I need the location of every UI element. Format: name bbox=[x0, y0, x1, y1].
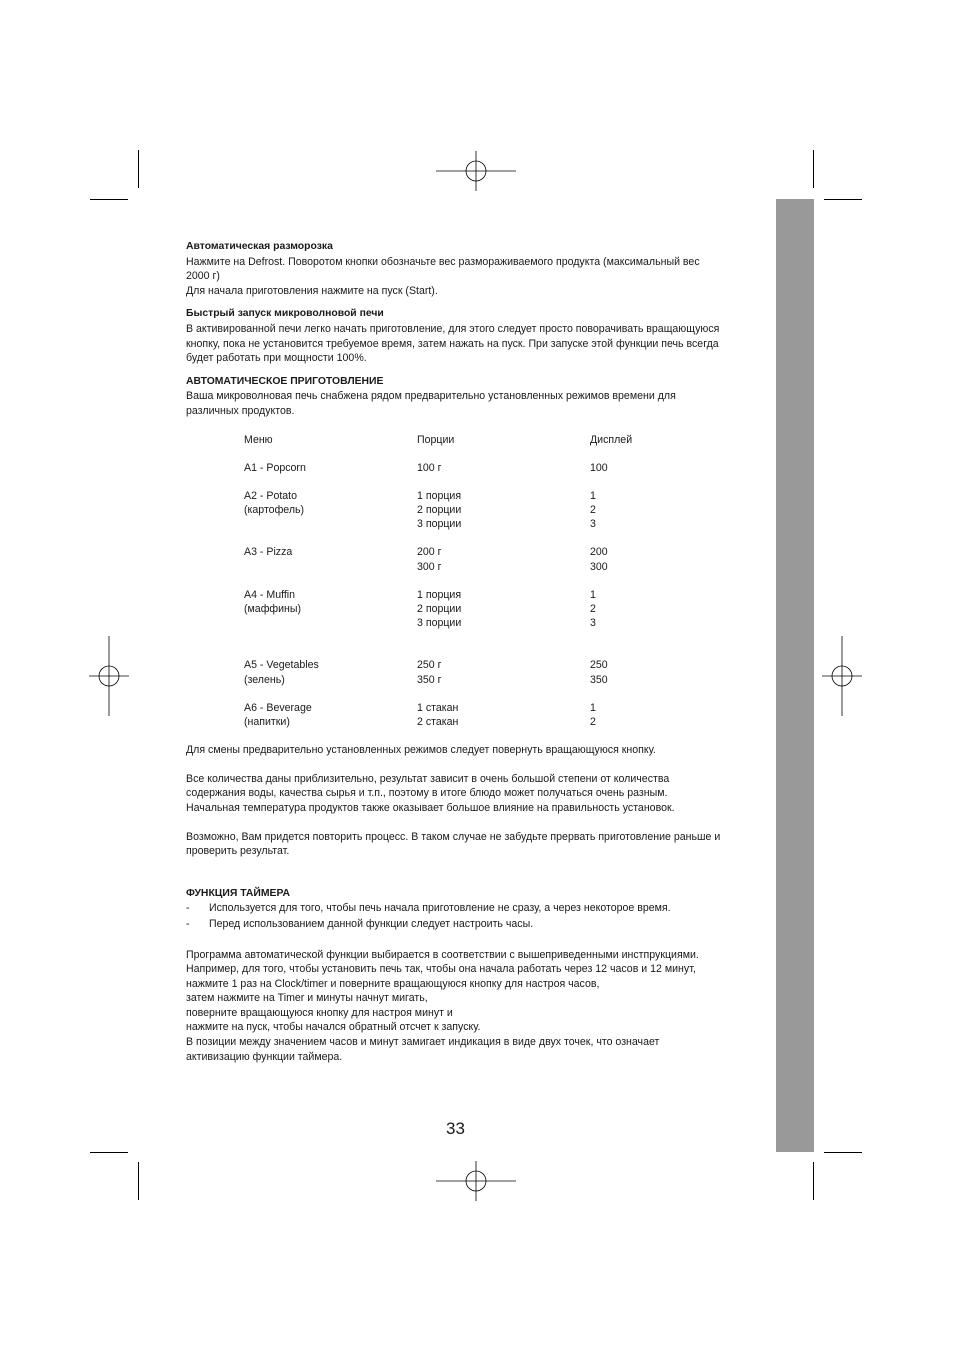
text-line: Ваша микроволновая печь снабжена рядом предварительно установленных режимов времени для bbox=[186, 390, 676, 403]
portions-cell bbox=[417, 701, 590, 729]
column-header-display: Дисплей bbox=[590, 433, 633, 446]
table-cell-line: 2 порции bbox=[417, 504, 462, 517]
table-row bbox=[244, 545, 756, 573]
text-line: различных продуктов. bbox=[186, 404, 295, 417]
table-row bbox=[244, 658, 756, 686]
text-line: активизацию функции таймера. bbox=[186, 1050, 343, 1063]
quick-start-heading: Быстрый запуск микроволновой печи bbox=[186, 308, 384, 320]
registration-mark-icon bbox=[69, 636, 149, 716]
text-line: будет работать при мощности 100%. bbox=[186, 352, 367, 365]
menu-cell bbox=[244, 461, 417, 475]
registration-mark-icon bbox=[436, 1141, 516, 1221]
table-cell-line: 3 порции bbox=[417, 617, 462, 630]
menu-cell bbox=[244, 545, 417, 573]
text-line: Для смены предварительно установленных режимов следует повернуть вращающуюся кнопку. bbox=[186, 744, 656, 757]
bullet-dash: - bbox=[186, 917, 190, 930]
display-cell bbox=[590, 461, 710, 475]
text-line: В активированной печи легко начать приготовление, для этого следует просто поворачивать вращающуюся bbox=[186, 322, 720, 335]
table-cell-line: 100 г bbox=[417, 461, 442, 474]
text-line: проверить результат. bbox=[186, 845, 290, 858]
table-row bbox=[244, 489, 756, 532]
portions-cell bbox=[417, 461, 590, 475]
table-row bbox=[244, 461, 756, 475]
auto-cook-table bbox=[244, 433, 756, 730]
portions-cell bbox=[417, 588, 590, 631]
crop-mark bbox=[90, 199, 128, 200]
portions-cell bbox=[417, 658, 590, 686]
table-body bbox=[244, 447, 756, 729]
crop-mark bbox=[813, 1162, 814, 1200]
menu-cell bbox=[244, 489, 417, 532]
table-cell-line: 1 bbox=[590, 489, 596, 502]
table-cell-line: 200 bbox=[590, 546, 608, 559]
table-cell-line: 1 стакан bbox=[417, 701, 459, 714]
table-cell-line: 1 порция bbox=[417, 588, 462, 601]
text-line: содержания воды, качества сырья и т.п., поэтому в итоге блюдо может получаться очень разным. bbox=[186, 787, 668, 800]
crop-mark bbox=[824, 1152, 862, 1153]
menu-cell bbox=[244, 588, 417, 631]
table-cell-line: (зелень) bbox=[244, 673, 285, 686]
text-line: кнопку, пока не установится требуемое время, затем нажать на пуск. При запуске этой функции печь всегда bbox=[186, 337, 719, 350]
table-cell-line: 350 г bbox=[417, 673, 442, 686]
crop-mark bbox=[138, 1162, 139, 1200]
table-cell-line: A6 - Beverage bbox=[244, 701, 312, 714]
auto-cook-heading: АВТОМАТИЧЕСКОЕ ПРИГОТОВЛЕНИЕ bbox=[186, 375, 384, 387]
portions-cell bbox=[417, 545, 590, 573]
table-cell-line: 300 г bbox=[417, 560, 442, 573]
table-cell-line: (напитки) bbox=[244, 715, 290, 728]
table-cell-line: A2 - Potato bbox=[244, 489, 297, 502]
display-cell bbox=[590, 489, 710, 532]
table-cell-line: 1 порция bbox=[417, 489, 462, 502]
table-cell-line: (картофель) bbox=[244, 504, 305, 517]
table-cell-line: 2 bbox=[590, 504, 596, 517]
table-cell-line: A1 - Popcorn bbox=[244, 461, 306, 474]
table-cell-line: 2 bbox=[590, 603, 596, 616]
table-cell-line: 2 bbox=[590, 715, 596, 728]
registration-mark-icon bbox=[802, 636, 882, 716]
bullet-text: Используется для того, чтобы печь начала приготовление не сразу, а через некоторое время. bbox=[209, 902, 671, 915]
table-cell-line: A4 - Muffin bbox=[244, 588, 296, 601]
table-cell-line: 350 bbox=[590, 673, 608, 686]
column-header-menu: Меню bbox=[244, 433, 273, 446]
timer-heading: ФУНКЦИЯ ТАЙМЕРА bbox=[186, 887, 290, 899]
menu-cell bbox=[244, 658, 417, 686]
text-line: Программа автоматической функции выбирается в соответствии с вышеприведенными инстпрукциями. bbox=[186, 948, 699, 961]
defrost-heading: Автоматическая разморозка bbox=[186, 241, 333, 252]
table-cell-line: (маффины) bbox=[244, 603, 302, 616]
display-cell bbox=[590, 545, 710, 573]
list-item bbox=[186, 917, 756, 932]
registration-mark-icon bbox=[436, 131, 516, 211]
table-cell-line: 3 порции bbox=[417, 518, 462, 531]
page-number: 33 bbox=[446, 1119, 465, 1138]
table-cell-line: A5 - Vegetables bbox=[244, 659, 319, 672]
bullet-dash: - bbox=[186, 902, 190, 915]
table-cell-line: 2 порции bbox=[417, 603, 462, 616]
table-row bbox=[244, 588, 756, 631]
table-cell-line: 1 bbox=[590, 701, 596, 714]
menu-cell bbox=[244, 701, 417, 729]
table-cell-line: 200 г bbox=[417, 546, 442, 559]
text-line: поверните вращающуюся кнопку для настроя минут и bbox=[186, 1006, 453, 1019]
text-line: Нажмите на Defrost. Поворотом кнопки обозначьте вес размораживаемого продукта (максимальный вес bbox=[186, 255, 700, 268]
table-cell-line: 1 bbox=[590, 588, 596, 601]
text-line: Например, для того, чтобы установить печь так, чтобы она начала работать через 12 часов и 12 минут, bbox=[186, 963, 696, 976]
crop-mark bbox=[90, 1152, 128, 1153]
bullet-text: Перед использованием данной функции следует настроить часы. bbox=[209, 917, 534, 930]
text-line: затем нажмите на Timer и минуты начнут мигать, bbox=[186, 992, 428, 1005]
table-cell-line: 2 стакан bbox=[417, 715, 459, 728]
crop-mark bbox=[824, 199, 862, 200]
text-line: нажмите 1 раз на Clock/timer и поверните вращающуюся кнопку для настроя часов, bbox=[186, 977, 600, 990]
text-line: нажмите на пуск, чтобы начался обратный отсчет к запуску. bbox=[186, 1021, 481, 1034]
display-cell bbox=[590, 588, 710, 631]
table-row bbox=[244, 701, 756, 729]
side-tab-bar bbox=[776, 199, 814, 1152]
text-line: В позиции между значением часов и минут замигает индикация в виде двух точек, что означает bbox=[186, 1036, 660, 1049]
table-cell-line: 250 г bbox=[417, 659, 442, 672]
text-line: 2000 г) bbox=[186, 270, 220, 283]
table-header-row bbox=[244, 433, 756, 447]
crop-mark bbox=[813, 150, 814, 188]
column-header-portions: Порции bbox=[417, 433, 455, 446]
text-line: Начальная температура продуктов также оказывает большое влияние на правильность установок. bbox=[186, 801, 675, 814]
table-cell-line: 3 bbox=[590, 617, 596, 630]
table-cell-line: 250 bbox=[590, 659, 608, 672]
portions-cell bbox=[417, 489, 590, 532]
table-cell-line: 3 bbox=[590, 518, 596, 531]
text-line: Для начала приготовления нажмите на пуск (Start). bbox=[186, 284, 438, 297]
text-line: Возможно, Вам придется повторить процесс. В таком случае не забудьте прервать приготовление раньше и bbox=[186, 830, 721, 843]
display-cell bbox=[590, 658, 710, 686]
page-content bbox=[186, 240, 756, 1064]
table-cell-line: A3 - Pizza bbox=[244, 546, 293, 559]
table-cell-line: 300 bbox=[590, 560, 608, 573]
display-cell bbox=[590, 701, 710, 729]
text-line: Все количества даны приблизительно, результат зависит в очень большой степени от количества bbox=[186, 772, 670, 785]
crop-mark bbox=[138, 150, 139, 188]
table-cell-line: 100 bbox=[590, 461, 608, 474]
list-item bbox=[186, 901, 756, 916]
